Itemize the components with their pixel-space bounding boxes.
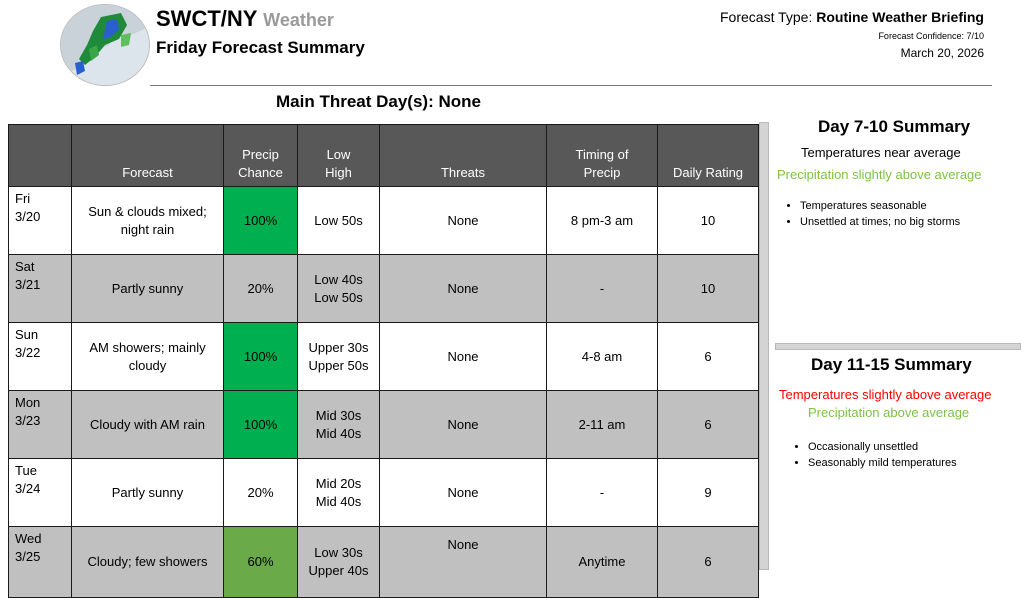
timing-cell: 8 pm-3 am bbox=[547, 187, 658, 255]
forecast-type bbox=[720, 9, 984, 25]
table-row bbox=[9, 323, 759, 391]
header-timing: Timing of Precip bbox=[547, 125, 658, 187]
day11-15-temp-line: Temperatures slightly above average bbox=[779, 387, 992, 402]
radar-map-icon bbox=[61, 5, 149, 85]
threats-cell: None bbox=[380, 459, 547, 527]
table-row bbox=[9, 187, 759, 255]
day-cell: Wed 3/25 bbox=[9, 527, 72, 598]
list-item: • Unsettled at times; no big storms bbox=[800, 214, 960, 230]
table-header-row bbox=[9, 125, 759, 187]
header-day bbox=[9, 125, 72, 187]
forecast-cell: Cloudy with AM rain bbox=[72, 391, 224, 459]
day-cell: Fri 3/20 bbox=[9, 187, 72, 255]
precip-cell: 20% bbox=[224, 459, 298, 527]
threats-cell: None bbox=[380, 255, 547, 323]
rating-cell: 10 bbox=[658, 187, 759, 255]
rating-cell: 10 bbox=[658, 255, 759, 323]
temp-cell: Upper 30s Upper 50s bbox=[298, 323, 380, 391]
forecast-cell: Sun & clouds mixed; night rain bbox=[72, 187, 224, 255]
list-item: • Occasionally unsettled bbox=[808, 439, 957, 455]
header-daily-rating: Daily Rating bbox=[658, 125, 759, 187]
temp-cell: Low 40s Low 50s bbox=[298, 255, 380, 323]
brand-suffix: Weather bbox=[263, 10, 334, 30]
header-precip-chance: Precip Chance bbox=[224, 125, 298, 187]
precip-cell: 100% bbox=[224, 187, 298, 255]
day-cell: Sun 3/22 bbox=[9, 323, 72, 391]
threats-cell: None bbox=[380, 527, 547, 598]
forecast-type-label: Forecast Type: bbox=[720, 9, 813, 25]
brand-name: SWCT/NY bbox=[156, 6, 258, 31]
forecast-table bbox=[8, 124, 759, 598]
vertical-divider-bar bbox=[759, 122, 769, 570]
precip-cell: 60% bbox=[224, 527, 298, 598]
day-cell: Sat 3/21 bbox=[9, 255, 72, 323]
timing-cell: 2-11 am bbox=[547, 391, 658, 459]
day-cell: Mon 3/23 bbox=[9, 391, 72, 459]
day11-15-title: Day 11-15 Summary bbox=[811, 355, 972, 374]
rating-cell: 6 bbox=[658, 527, 759, 598]
day7-10-precip-line: Precipitation slightly above average bbox=[777, 167, 982, 182]
rating-cell: 9 bbox=[658, 459, 759, 527]
temp-cell: Mid 30s Mid 40s bbox=[298, 391, 380, 459]
table-row bbox=[9, 391, 759, 459]
header-forecast: Forecast bbox=[72, 125, 224, 187]
page-subtitle: Friday Forecast Summary bbox=[156, 38, 365, 57]
timing-cell: - bbox=[547, 255, 658, 323]
threats-cell: None bbox=[380, 391, 547, 459]
forecast-confidence: Forecast Confidence: 7/10 bbox=[878, 31, 984, 41]
day11-15-precip-line: Precipitation above average bbox=[808, 405, 970, 420]
rating-cell: 6 bbox=[658, 391, 759, 459]
temp-cell: Mid 20s Mid 40s bbox=[298, 459, 380, 527]
timing-cell: 4-8 am bbox=[547, 323, 658, 391]
precip-cell: 100% bbox=[224, 391, 298, 459]
temp-cell: Low 50s bbox=[298, 187, 380, 255]
day11-15-bullets bbox=[788, 439, 957, 471]
day7-10-title: Day 7-10 Summary bbox=[818, 117, 971, 136]
threats-cell: None bbox=[380, 323, 547, 391]
main-threat-heading: Main Threat Day(s): None bbox=[276, 92, 481, 111]
timing-cell: Anytime bbox=[547, 527, 658, 598]
table-row bbox=[9, 459, 759, 527]
forecast-cell: Partly sunny bbox=[72, 459, 224, 527]
list-item: • Temperatures seasonable bbox=[800, 198, 960, 214]
radar-map-logo bbox=[60, 4, 150, 86]
header-threats: Threats bbox=[380, 125, 547, 187]
precip-cell: 20% bbox=[224, 255, 298, 323]
table-row bbox=[9, 527, 759, 598]
list-item: • Seasonably mild temperatures bbox=[808, 455, 957, 471]
day7-10-temp-line: Temperatures near average bbox=[801, 145, 961, 160]
precip-cell: 100% bbox=[224, 323, 298, 391]
day-cell: Tue 3/24 bbox=[9, 459, 72, 527]
header-low-high: Low High bbox=[298, 125, 380, 187]
rating-cell: 6 bbox=[658, 323, 759, 391]
temp-cell: Low 30s Upper 40s bbox=[298, 527, 380, 598]
forecast-type-value: Routine Weather Briefing bbox=[816, 9, 984, 25]
header-divider bbox=[150, 85, 992, 86]
forecast-cell: Partly sunny bbox=[72, 255, 224, 323]
forecast-date: March 20, 2026 bbox=[900, 46, 984, 60]
forecast-cell: AM showers; mainly cloudy bbox=[72, 323, 224, 391]
brand-title bbox=[156, 6, 334, 32]
table-row bbox=[9, 255, 759, 323]
threats-cell: None bbox=[380, 187, 547, 255]
day7-10-bullets bbox=[780, 198, 960, 230]
timing-cell: - bbox=[547, 459, 658, 527]
section-divider-bar bbox=[775, 343, 1021, 350]
forecast-cell: Cloudy; few showers bbox=[72, 527, 224, 598]
